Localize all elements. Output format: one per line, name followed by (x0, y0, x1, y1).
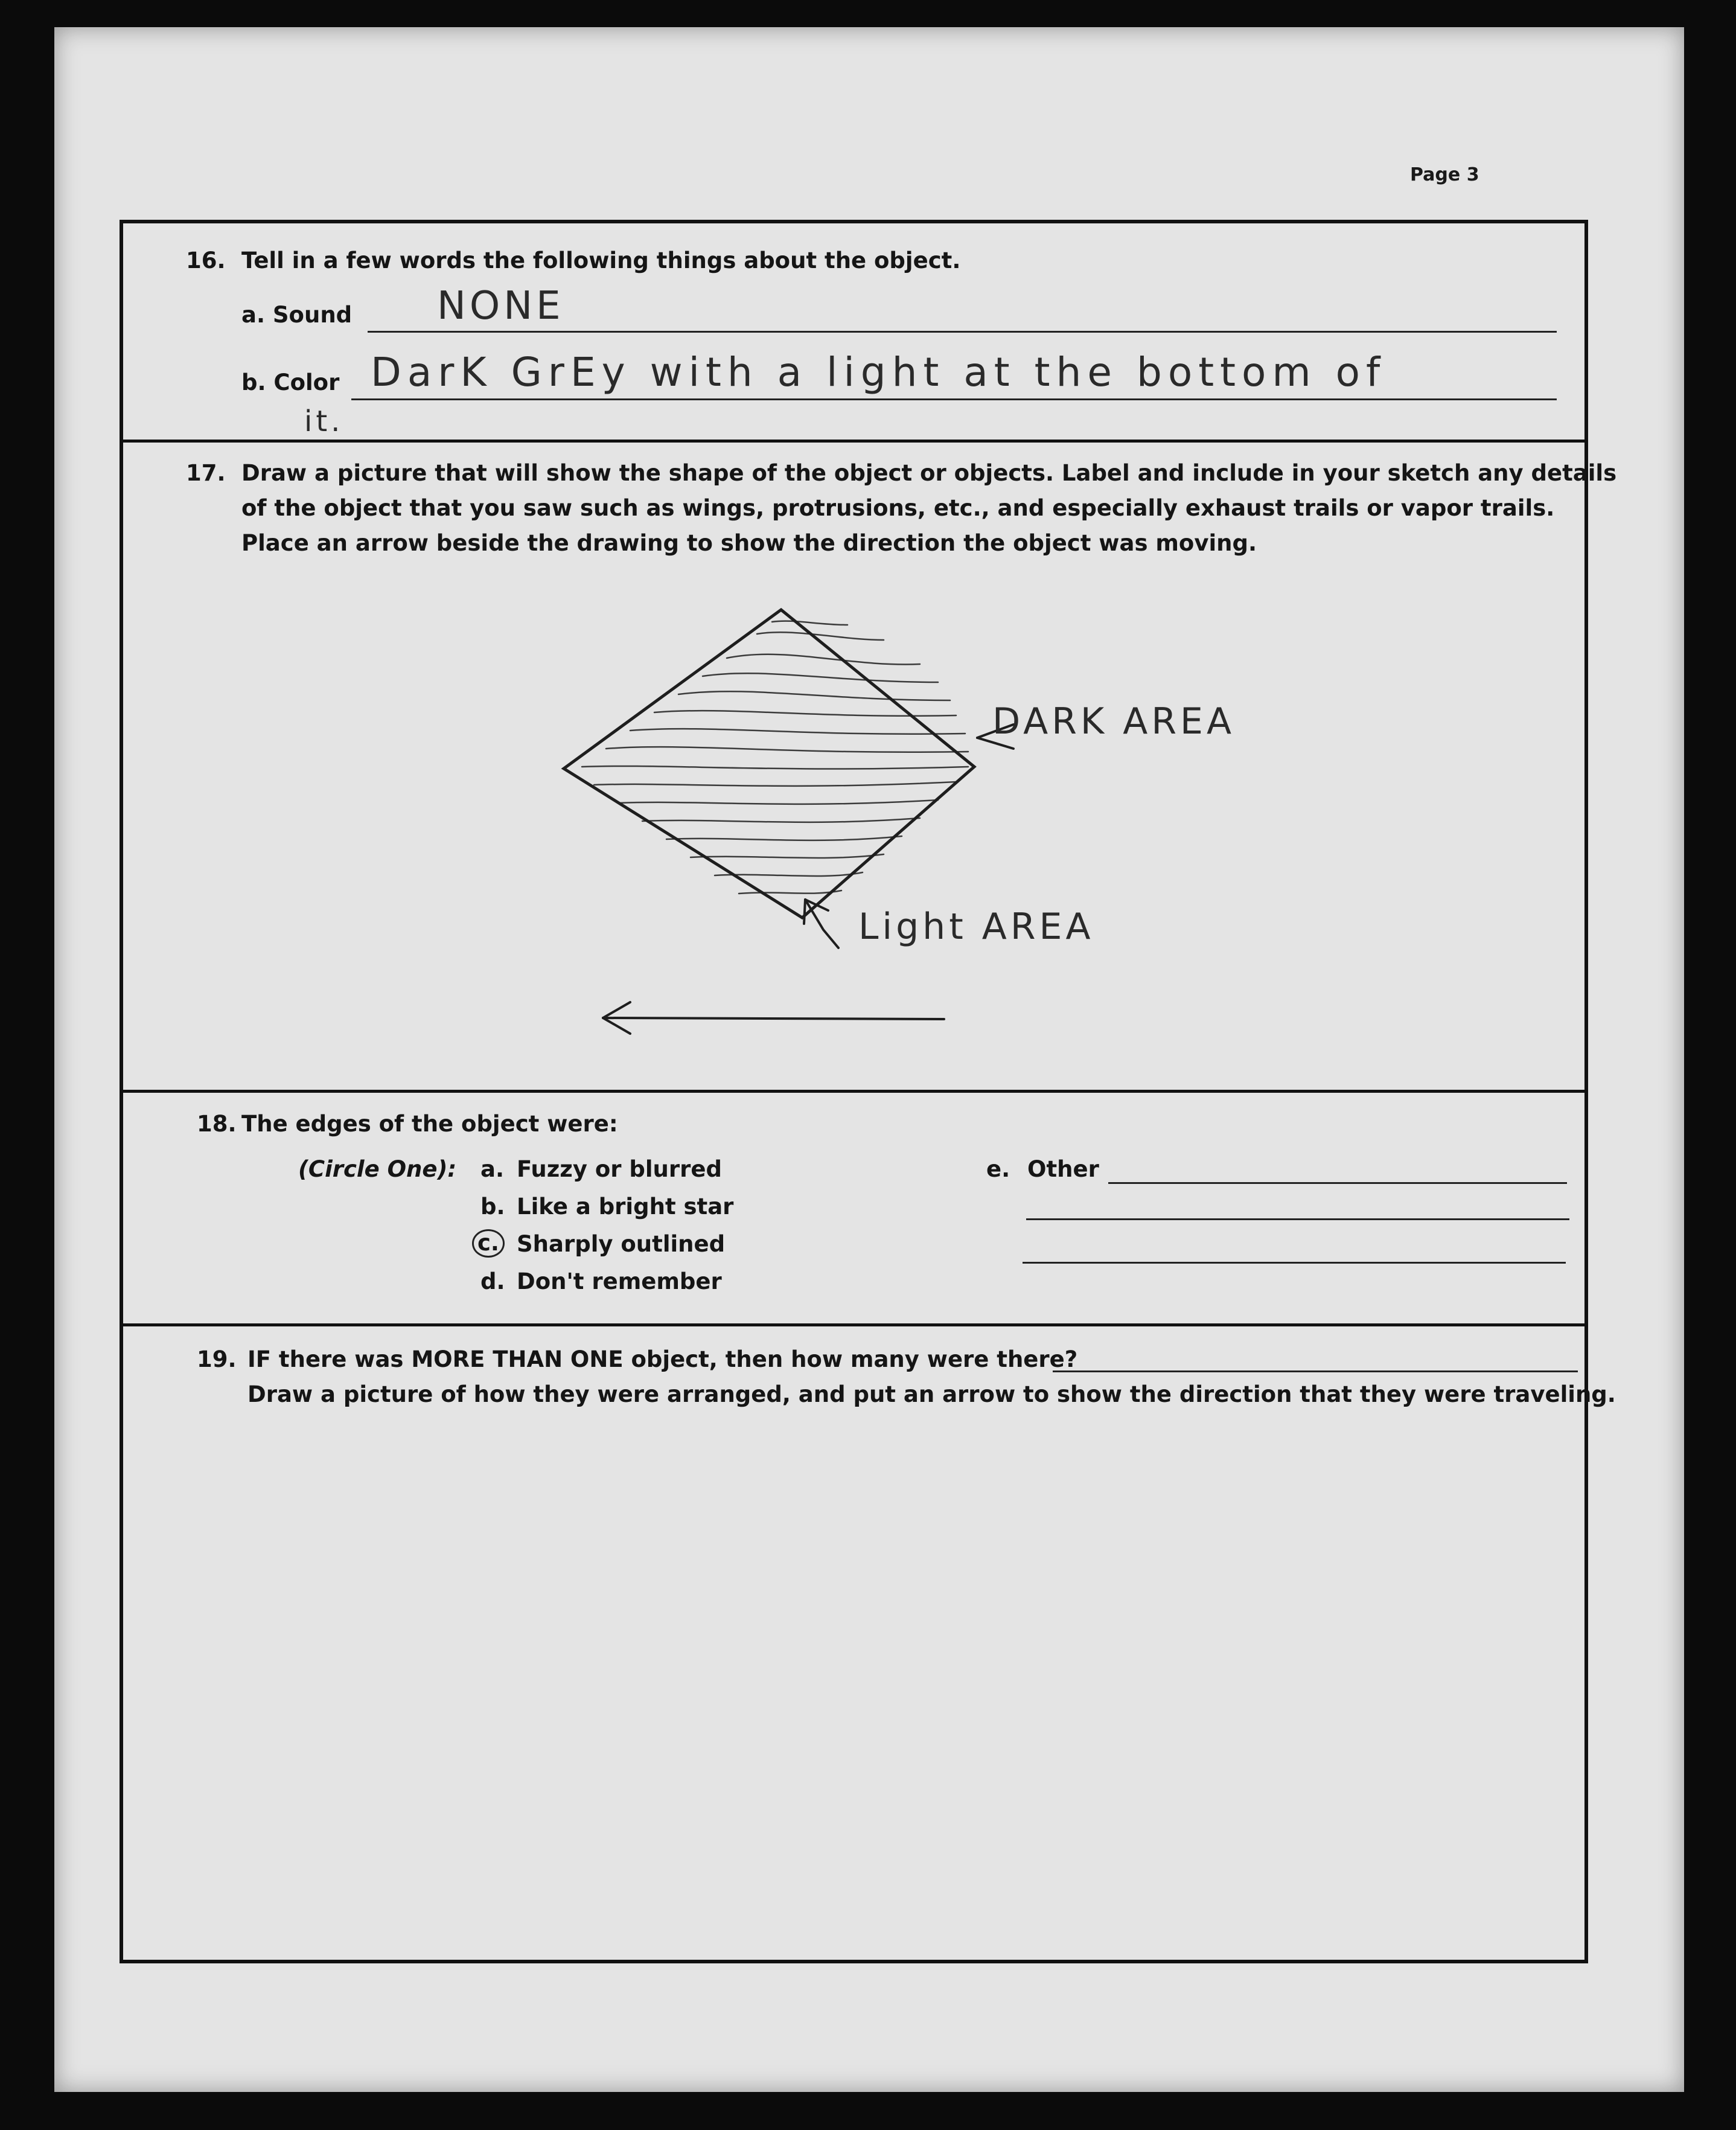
q16-number: 16. (186, 248, 226, 273)
selected-circle: c. (472, 1229, 505, 1258)
q18-number: 18. (197, 1111, 237, 1137)
sketch-label-dark: DARK AREA (992, 700, 1235, 743)
color-answer-line1[interactable]: DarK GrEy with a light at the bottom of (371, 349, 1387, 395)
option-c-text[interactable]: Sharply outlined (517, 1231, 726, 1257)
q16-sound-label: a. Sound (241, 302, 353, 328)
count-answer-line[interactable] (1053, 1370, 1578, 1372)
q17-line2: of the object that you saw such as wings, protrusions, etc., and especially exhaust trails or vapor trails. (241, 495, 1555, 521)
option-b-letter[interactable]: b. (480, 1194, 505, 1220)
option-e-letter[interactable]: e. (986, 1156, 1010, 1182)
color-answer-line2[interactable]: it. (304, 405, 344, 438)
divider-18-19 (123, 1323, 1584, 1326)
option-b-text[interactable]: Like a bright star (517, 1194, 734, 1220)
q17-number: 17. (186, 460, 226, 486)
option-a-text[interactable]: Fuzzy or blurred (517, 1156, 722, 1182)
option-d-text[interactable]: Don't remember (517, 1268, 722, 1294)
questionnaire-form (120, 220, 1617, 1963)
q17-line1: Draw a picture that will show the shape of the object or objects. Label and include in your sketch any details (241, 460, 1617, 486)
other-line-1[interactable] (1108, 1182, 1567, 1184)
q19-line2: Draw a picture of how they were arranged, and put an arrow to show the direction that they were traveling. (247, 1381, 1616, 1407)
q19-number: 19. (197, 1346, 237, 1372)
q18-prompt: The edges of the object were: (241, 1111, 618, 1137)
q16-prompt: Tell in a few words the following things about the object. (241, 248, 961, 273)
diamond-shading (582, 621, 968, 894)
diamond-outline (564, 610, 974, 918)
sound-answer[interactable]: NONE (437, 284, 564, 328)
divider-17-18 (123, 1090, 1584, 1093)
page-number: Page 3 (1410, 164, 1479, 185)
circle-one-label: (Circle One): (298, 1156, 457, 1182)
option-c-letter[interactable] (472, 1229, 505, 1258)
light-area-pointer (804, 900, 838, 948)
drawing-area-19[interactable] (123, 1425, 1584, 1956)
option-a-letter[interactable]: a. (480, 1156, 505, 1182)
q17-line3: Place an arrow beside the drawing to show the direction the object was moving. (241, 530, 1257, 556)
sketch-label-light: Light AREA (858, 906, 1094, 948)
q19-line1: IF there was MORE THAN ONE object, then how many were there? (247, 1346, 1078, 1372)
other-line-3[interactable] (1023, 1262, 1566, 1264)
other-line-2[interactable] (1026, 1218, 1569, 1220)
option-e-label: Other (1027, 1156, 1099, 1182)
direction-arrow (603, 1002, 944, 1034)
q16-color-label: b. Color (241, 369, 340, 395)
option-d-letter[interactable]: d. (480, 1268, 505, 1294)
